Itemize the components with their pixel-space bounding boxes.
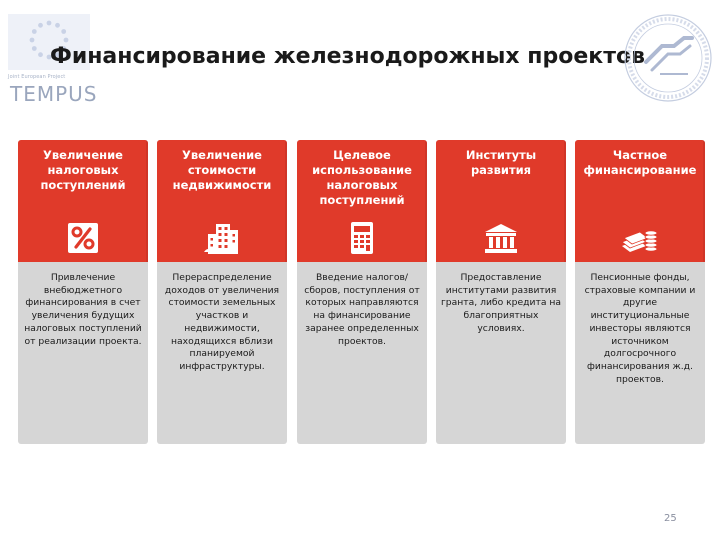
card-title: Институты развития [465,148,537,177]
card-title: Увеличение стоимости недвижимости [172,148,272,192]
card-title: Частное финансирование [583,148,697,177]
card-header [157,140,287,262]
card-header [297,140,427,262]
card-title: Увеличение налоговых поступлений [40,148,126,192]
card-private-financing [575,140,705,444]
bank-icon [481,218,521,258]
page-title: Финансирование железнодорожных проектов [50,44,645,69]
logo-caption: Joint European Project [8,74,66,80]
card-description: Введение налогов/ сборов, поступления от которых направляются на финансирование заранее определенных проектов. [304,272,420,347]
logo-wordmark: TEMPUS [10,82,98,106]
page-number: 25 [664,513,677,524]
card-property-value [157,140,287,444]
card-header [436,140,566,262]
percent-icon [63,218,103,258]
card-tax-revenue [18,140,148,444]
card-targeted-taxes [297,140,427,444]
card-header [18,140,148,262]
university-seal-icon [622,12,714,104]
financing-sources [18,140,706,444]
card-development-institutions [436,140,566,444]
card-description: Пенсионные фонды, страховые компании и другие институциональные инвесторы являются источником долгосрочного финансирования ж.д. проектов. [584,272,696,385]
calculator-icon [342,218,382,258]
money-stack-icon [620,218,660,258]
card-description: Предоставление институтами развития гранта, либо кредита на благоприятных условиях. [440,272,562,334]
card-title: Целевое использование налоговых поступлений [312,148,412,207]
card-description: Привлечение внебюджетного финансирования в счет увеличения будущих налоговых поступлений от реализации проекта. [24,272,142,347]
card-description: Перераспределение доходов от увеличения стоимости земельных участков и недвижимости, находящихся вблизи планируемой инфраструктуры. [164,272,280,372]
card-header [575,140,705,262]
buildings-icon [202,218,242,258]
